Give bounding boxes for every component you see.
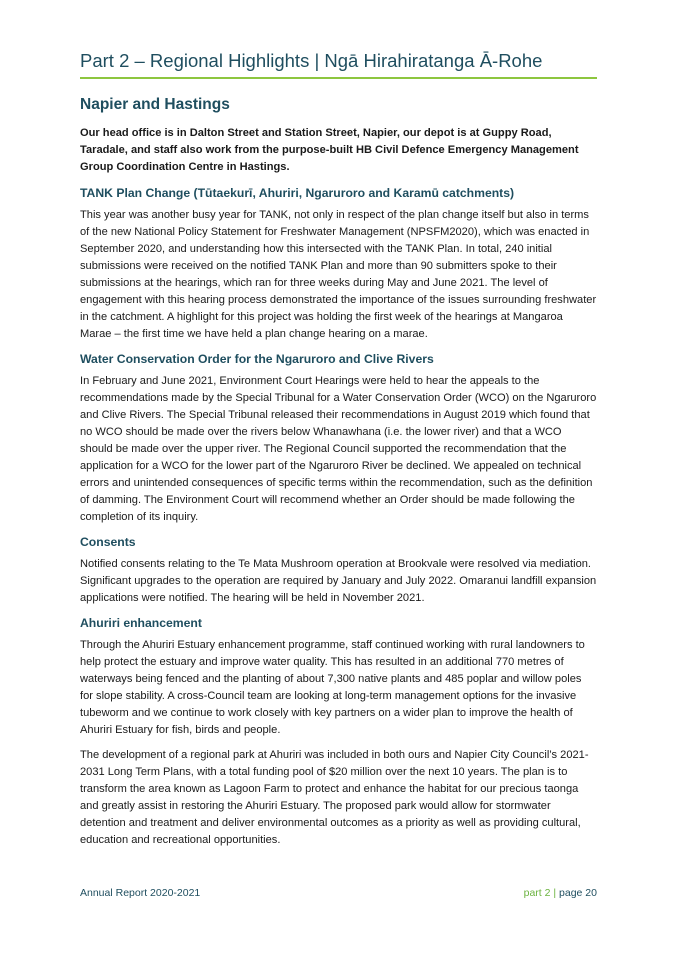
page-body (80, 50, 597, 857)
ahuriri-paragraph-1: Through the Ahuriri Estuary enhancement programme, staff continued working with rural landowners to help protect the estuary and improve water quality. This has resulted in an additional 770 metres of waterways being fenced and the planting of about 7,300 native plants and 485 poplar and willow poles for slope stability. A cross-Council team are looking at long-term management options for the invasive tubeworm and we continue to work closely with key partners on a wider plan to improve the health of Ahuriri Estuary for fish, birds and people. (80, 639, 585, 736)
footer-page-number: page 20 (559, 887, 597, 899)
wco-paragraph: In February and June 2021, Environment Court Hearings were held to hear the appeals to the recommendations made by the Special Tribunal for a Water Conservation Order (WCO) on the Ngaruroro and Clive Rivers. The Special Tribunal released their recommendations in August 2019 which found that no WCO should be made over the rivers below Whanawhana (i.e. the lower river) and that a WCO should be made over the upper river. The Regional Council supported the recommendation that the application for a WCO for the lower part of the Ngaruroro River be declined. We appealed on technical errors and unintended consequences of specific terms within the recommendation, such as the definition of damming. The Environment Court will recommend whether an Order should be made following the completion of its inquiry. (80, 375, 597, 523)
section-title: Napier and Hastings (80, 96, 230, 113)
ahuriri-paragraph-2: The development of a regional park at Ahuriri was included in both ours and Napier City Council’s 2021-2031 Long Term Plans, with a total funding pool of $20 million over the next 10 years. The plan is to transform the area known as Lagoon Farm to protect and enhance the habitat for our precious taonga and greatly assist in restoring the Ahuriri Estuary. The proposed park would allow for stormwater detention and treatment and deliver environmental outcomes as a priority as well as providing cultural, education and recreational opportunities. (80, 749, 589, 846)
wco-heading: Water Conservation Order for the Ngaruroro and Clive Rivers (80, 352, 434, 366)
tank-paragraph: This year was another busy year for TANK, not only in respect of the plan change itself but also in terms of the new National Policy Statement for Freshwater Management (NPSFM2020), which was enacted in September 2020, and understanding how this intersected with the TANK Plan. In total, 240 initial submissions were received on the notified TANK Plan and more than 90 submitters spoke to their submissions at the hearings, which ran for three weeks during May and June 2021. The level of engagement with this hearing process demonstrated the importance of the issues surrounding freshwater in the catchment. A highlight for this project was holding the first week of the hearings at Mangaroa Marae – the first time we have held a plan change hearing on a marae. (80, 209, 597, 340)
tank-heading: TANK Plan Change (Tūtaekurī, Ahuriri, Ngaruroro and Karamū catchments) (80, 186, 515, 200)
ahuriri-heading: Ahuriri enhancement (80, 616, 202, 630)
consents-paragraph: Notified consents relating to the Te Mata Mushroom operation at Brookvale were resolved via mediation. Significant upgrades to the operation are required by January and July 2022. Omaranui landfill expansion applications were notified. The hearing will be held in November 2021. (80, 558, 597, 604)
footer-separator: | (550, 887, 560, 899)
part-header: Part 2 – Regional Highlights | Ngā Hirahiratanga Ā-Rohe (80, 50, 597, 79)
section-lead: Our head office is in Dalton Street and Station Street, Napier, our depot is at Guppy Road, Taradale, and staff also work from the purpose-built HB Civil Defence Emergency Management Group Coordination Centre in Hastings. (80, 127, 579, 173)
footer-report-title: Annual Report 2020-2021 (80, 887, 201, 899)
consents-heading: Consents (80, 535, 136, 549)
footer-page-label (524, 887, 597, 899)
footer-part: part 2 (523, 887, 551, 899)
